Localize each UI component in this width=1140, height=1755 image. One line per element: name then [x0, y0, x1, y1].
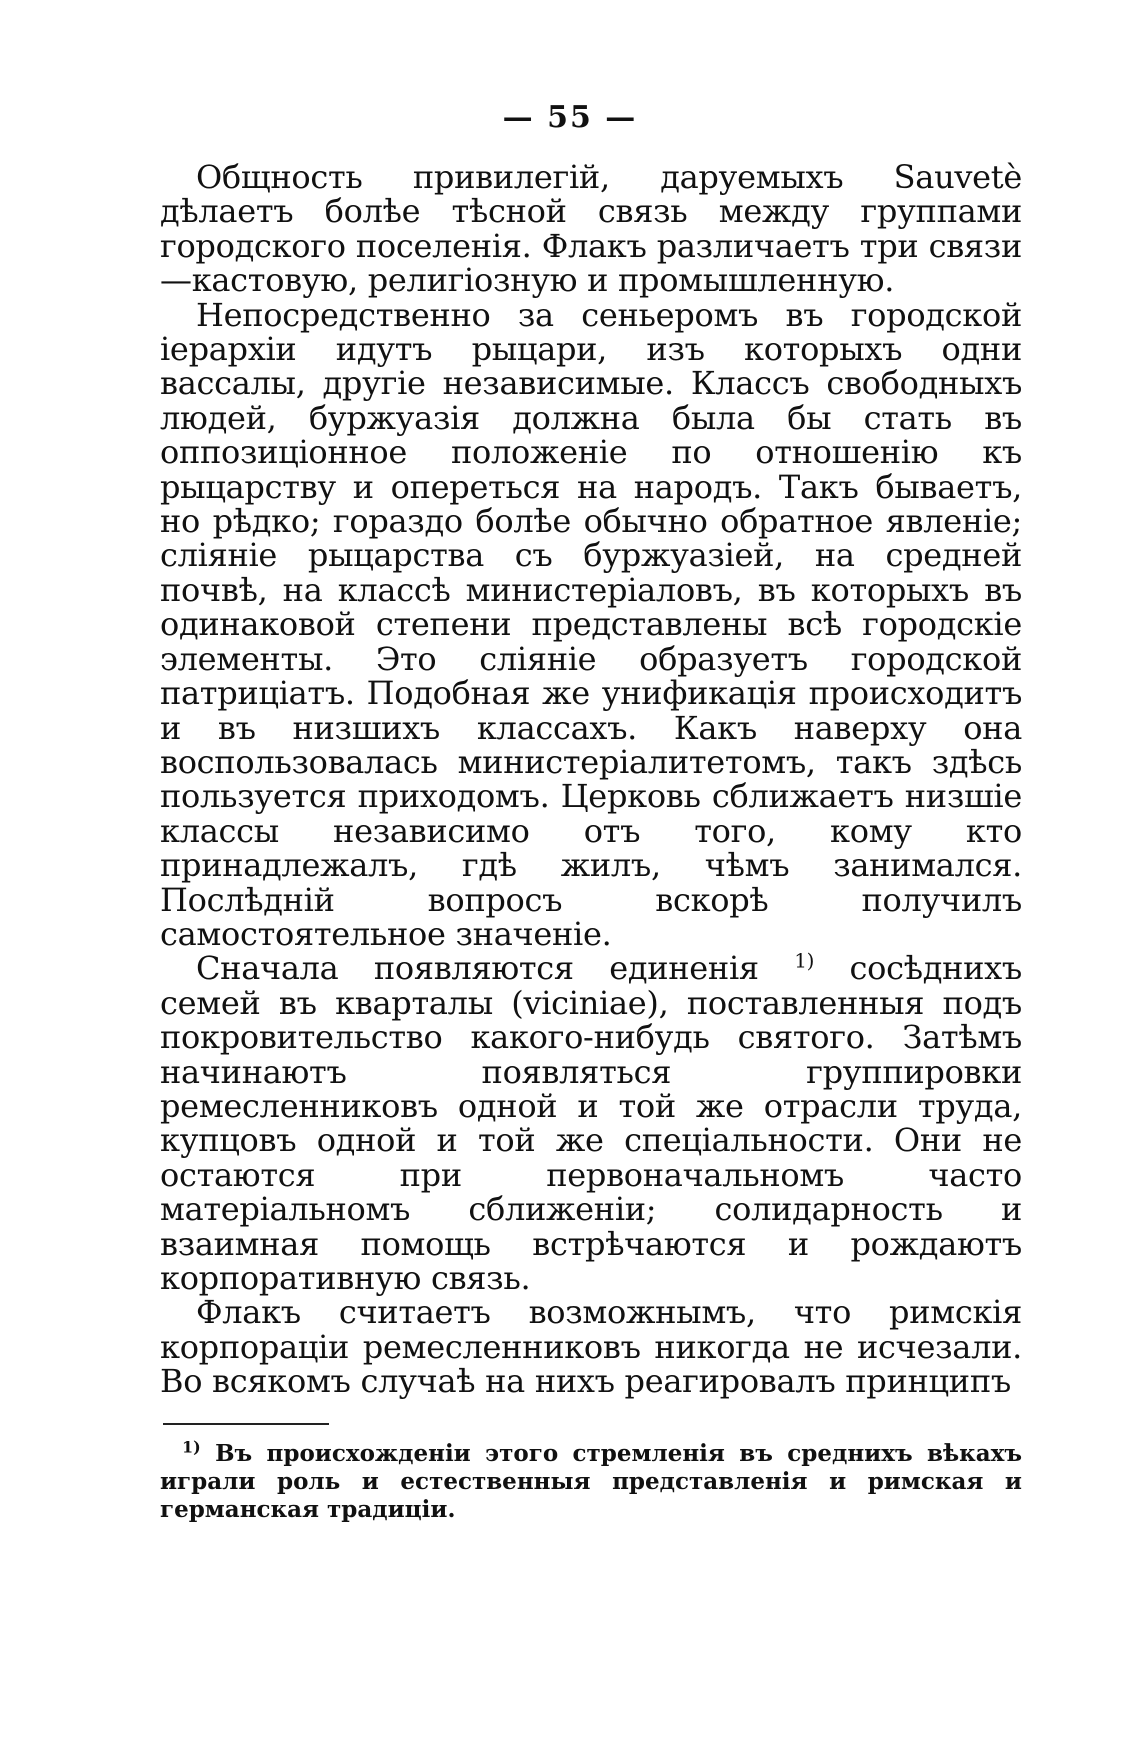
- paragraph-4: Флакъ считаетъ возможнымъ, что римскія корпораціи ремесленниковъ никогда не исчезали. Во всякомъ случаѣ на нихъ реагировалъ принципъ: [160, 1293, 1022, 1401]
- footnote-reference: 1): [794, 948, 815, 973]
- footnote: [160, 1437, 1022, 1524]
- paragraph-3-start: Сначала появляются единенія: [196, 949, 795, 988]
- page-number: — 55 —: [502, 100, 638, 135]
- paragraph-1: Общность привилегій, даруемыхъ Sauvetè дѣлаетъ болѣе тѣсной связь между группами городского поселенія. Флакъ различаетъ три связи—кастовую, религіозную и промышленную.: [160, 158, 1022, 300]
- footnote-text: Въ происхожденіи этого стремленія въ среднихъ вѣкахъ играли роль и естественныя представленія и римская и германская традиціи.: [160, 1440, 1022, 1523]
- footnote-separator: [163, 1423, 329, 1425]
- paragraph-3-rest: сосѣднихъ семей въ кварталы (viciniae), поставленныя подъ покровительство какого-нибудь святого. Затѣмъ начинаютъ появляться группировки ремесленниковъ одной и той же отрасли труда, купцовъ одной и той же спеціальности. Они не остаются при первоначальномъ часто матеріальномъ сближеніи; солидарность и взаимная помощь встрѣчаются и рождаютъ корпоративную связь.: [160, 949, 1022, 1297]
- paragraph-2: Непосредственно за сеньеромъ въ городской іерархіи идутъ рыцари, изъ которыхъ одни вассалы, другіе независимые. Классъ свободныхъ людей, буржуазія должна была бы стать въ оппозиціонное положеніе по отношенію къ рыцарству и опереться на народъ. Такъ бываетъ, но рѣдко; гораздо болѣе обычно обратное явленіе; сліяніе рыцарства съ буржуазіей, на средней почвѣ, на классѣ министеріаловъ, въ которыхъ въ одинаковой степени представлены всѣ городскіе элементы. Это сліяніе образуетъ городской патриціатъ. Подобная же унификація происходитъ и въ низшихъ классахъ. Какъ наверху она воспользовалась министеріалитетомъ, такъ здѣсь пользуется приходомъ. Церковь сближаетъ низшіе классы независимо отъ того, кому кто принадлежалъ, гдѣ жилъ, чѣмъ занимался. Послѣдній вопросъ вскорѣ получилъ самостоятельное значеніе.: [160, 295, 1022, 953]
- body-text: [160, 160, 1022, 1399]
- footnote-mark: 1): [182, 1437, 201, 1457]
- paragraph-3: [160, 948, 1022, 1297]
